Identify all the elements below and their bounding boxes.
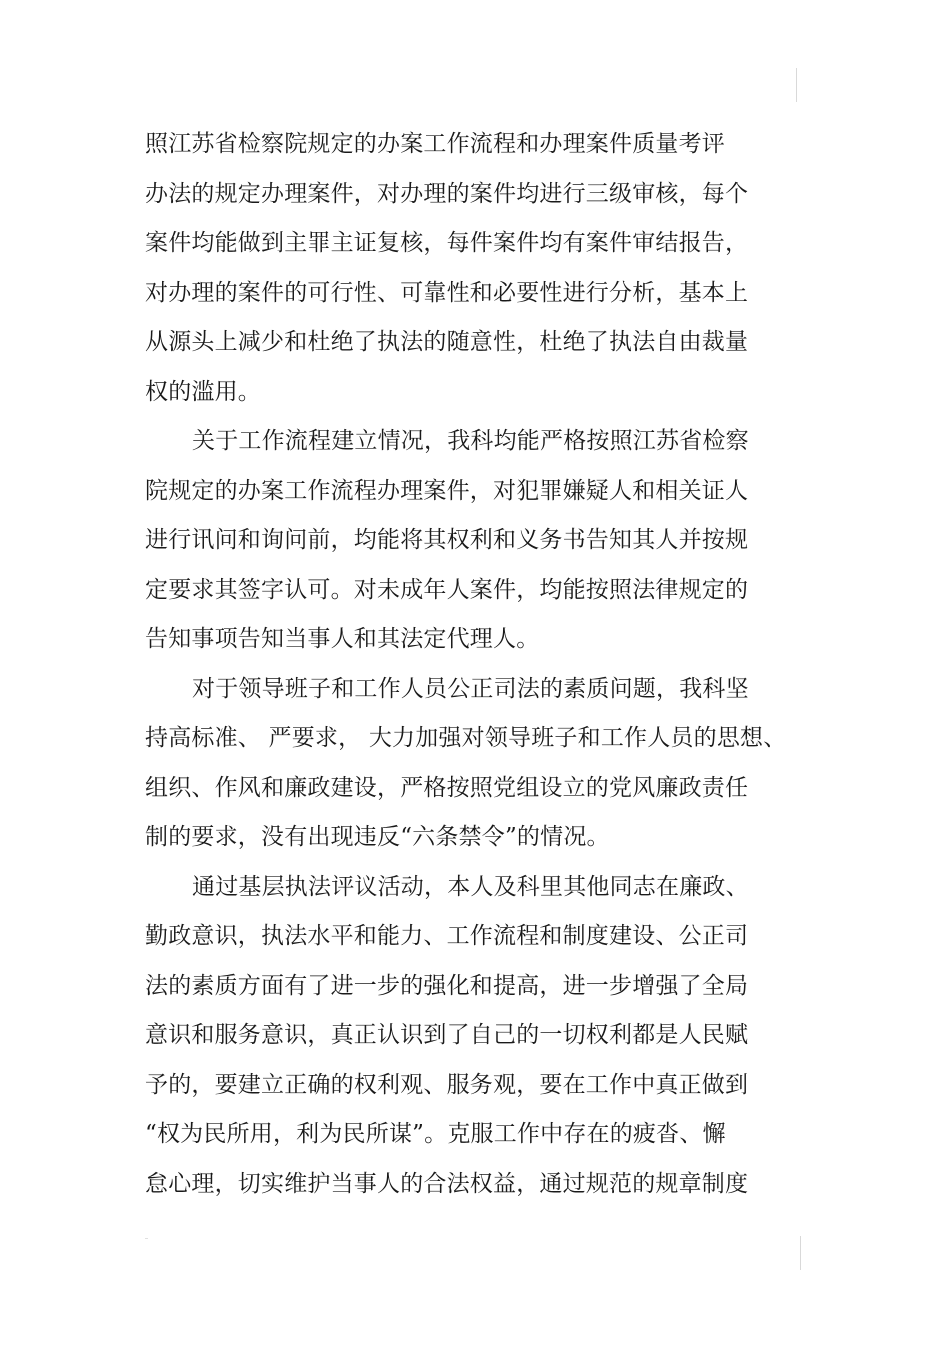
text-line: 权的滥用。 [145,378,261,405]
text-line: 持高标准、 严要求， 大力加强对领导班子和工作人员的思想、 [145,725,787,751]
paragraph-start-line: 关于工作流程建立情况，我科均能严格按照江苏省检察 [192,428,749,454]
page-edge-mark-top [796,68,797,102]
text-line: 怠心理，切实维护当事人的合法权益，通过规范的规章制度 [145,1170,749,1197]
page-edge-dot [145,1238,148,1239]
text-line: “权为民所用，利为民所谋”。克服工作中存在的疲沓、懈 [145,1121,726,1147]
text-line: 勤政意识，执法水平和能力、工作流程和制度建设、公正司 [145,923,749,949]
text-line: 制的要求，没有出现违反“六条禁令”的情况。 [145,824,610,850]
page-edge-mark-bottom [800,1236,801,1270]
text-line: 意识和服务意识，真正认识到了自己的一切权利都是人民赋 [145,1022,749,1048]
text-line: 予的，要建立正确的权利观、服务观，要在工作中真正做到 [145,1071,749,1098]
body-text [145,120,785,1209]
text-line: 告知事项告知当事人和其法定代理人。 [145,626,540,652]
text-line: 组织、作风和廉政建设，严格按照党组设立的党风廉政责任 [145,774,749,801]
text-line: 进行讯问和询问前，均能将其权利和义务书告知其人并按规 [145,527,749,553]
text-line: 法的素质方面有了进一步的强化和提高，进一步增强了全局 [145,972,749,999]
text-line: 对办理的案件的可行性、可靠性和必要性进行分析，基本上 [145,279,749,306]
text-line: 照江苏省检察院规定的办案工作流程和办理案件质量考评 [145,131,725,157]
text-line: 案件均能做到主罪主证复核，每件案件均有案件审结报告， [145,230,749,256]
text-line: 办法的规定办理案件，对办理的案件均进行三级审核，每个 [145,180,749,207]
paragraph-start-line: 通过基层执法评议活动，本人及科里其他同志在廉政、 [192,873,749,900]
paragraph-start-line: 对于领导班子和工作人员公正司法的素质问题，我科坚 [192,675,749,702]
text-line: 定要求其签字认可。对未成年人案件，均能按照法律规定的 [145,576,749,603]
text-line: 从源头上减少和杜绝了执法的随意性，杜绝了执法自由裁量 [145,329,749,355]
text-line: 院规定的办案工作流程办理案件，对犯罪嫌疑人和相关证人 [145,477,749,504]
